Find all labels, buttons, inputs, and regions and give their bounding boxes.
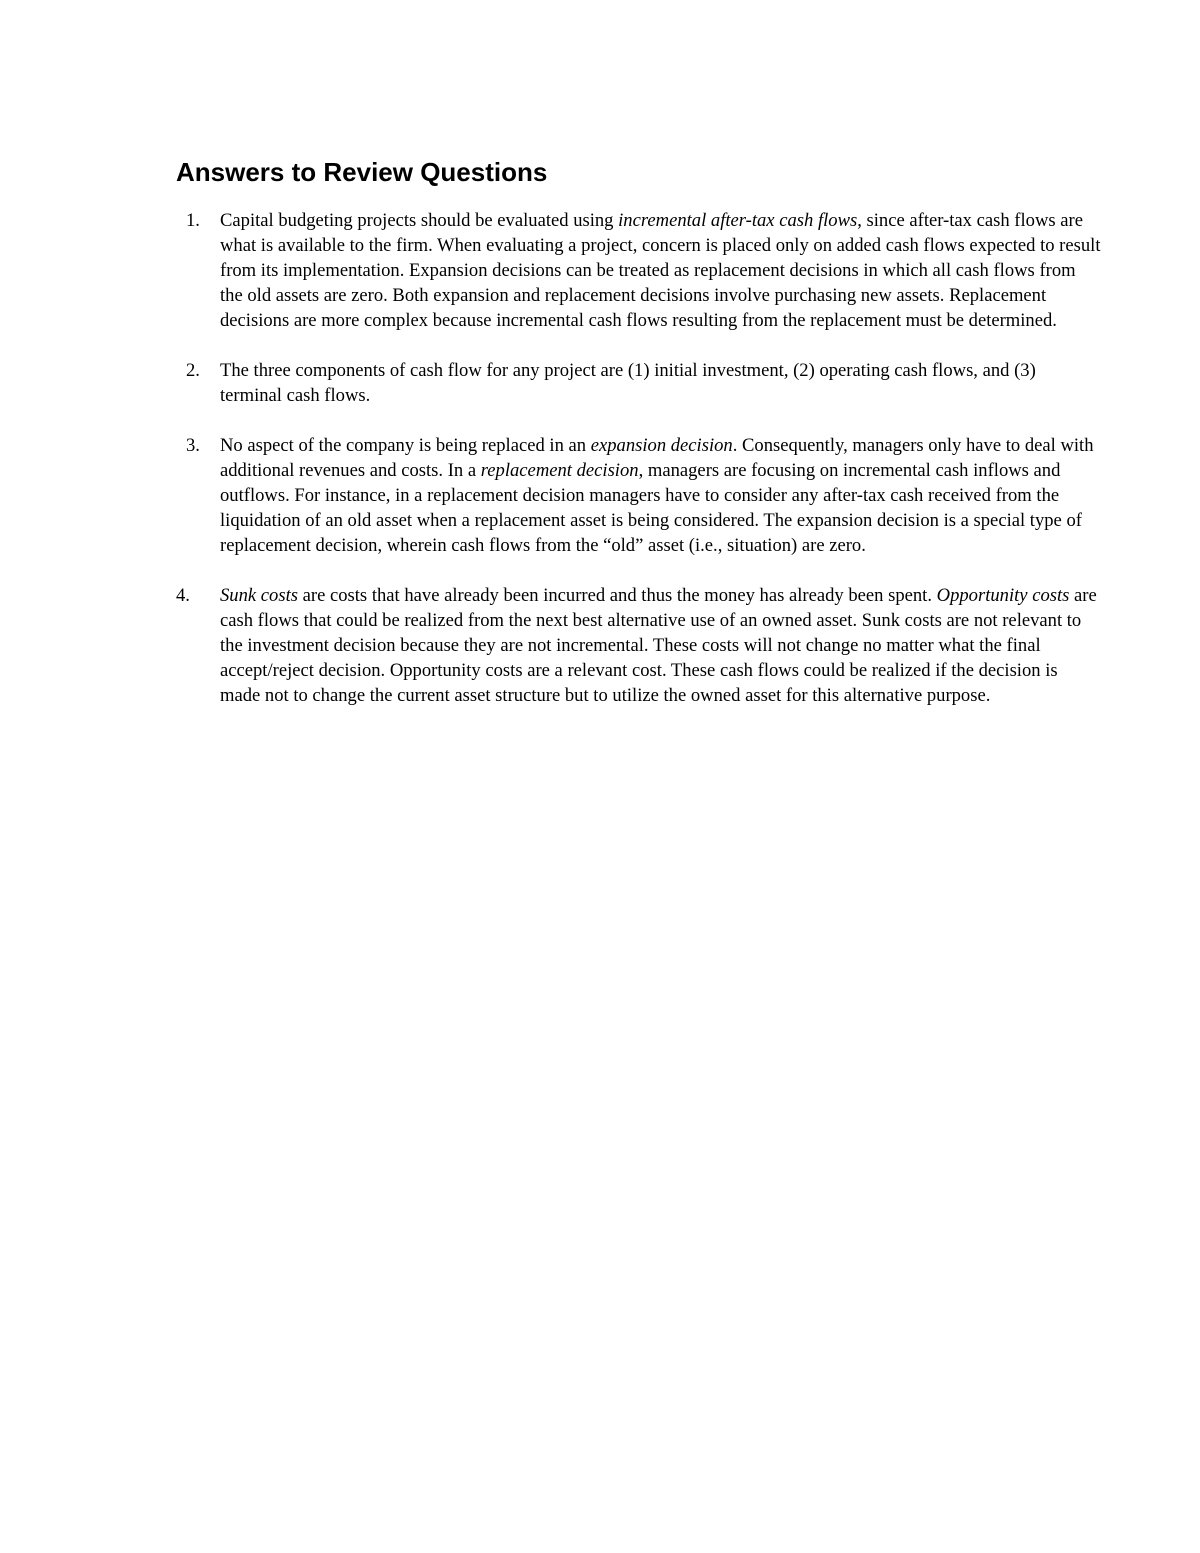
answer-text-segment: No aspect of the company is being replaced in an xyxy=(220,435,591,456)
answer-list xyxy=(176,208,1102,733)
answer-text-segment: , managers are focusing on incremental cash inflows and outflows. For instance, in a replacement decision managers have to consider any after-tax cash received from the liquidation of an old asset when a replacement asset is being considered. The expansion decision is a special type of replacement decision, wherein cash flows from the “old” asset (i.e., situation) are zero. xyxy=(220,460,1082,556)
italic-term: expansion decision xyxy=(590,435,733,456)
answer-text xyxy=(220,585,1097,706)
answer-item xyxy=(176,583,1102,708)
italic-term: replacement decision xyxy=(480,460,639,481)
answer-text-segment: Capital budgeting projects should be evaluated using xyxy=(220,210,619,231)
answer-item xyxy=(176,433,1102,558)
answer-text-segment: , since after-tax cash flows are what is available to the firm. When evaluating a project, concern is placed only on added cash flows expected to result from its implementation. Expansion decisions can be treated as replacement decisions in which all cash flows from the old assets are zero. Both expansion and replacement decisions involve purchasing new assets. Replacement decisions are more complex because incremental cash flows resulting from the replacement must be determined. xyxy=(220,210,1101,331)
answer-item xyxy=(176,358,1102,408)
answer-number: 1. xyxy=(186,210,200,231)
answer-text-segment: are costs that have already been incurred and thus the money has already been spent. xyxy=(297,585,937,606)
answer-number: 4. xyxy=(176,585,190,606)
answer-text-segment: . Consequently, managers only have to deal with additional revenues and costs. In a xyxy=(220,435,1094,481)
answer-text xyxy=(220,210,1101,331)
answer-item xyxy=(176,208,1102,333)
answer-text-segment: are cash flows that could be realized from the next best alternative use of an owned asset. Sunk costs are not relevant to the investment decision because they are not incremental. These costs will not change no matter what the final accept/reject decision. Opportunity costs are a relevant cost. These cash flows could be realized if the decision is made not to change the current asset structure but to utilize the owned asset for this alternative purpose. xyxy=(220,585,1097,706)
answer-text-segment: The three components of cash flow for any project are (1) initial investment, (2) operating cash flows, and (3) terminal cash flows. xyxy=(220,360,1036,406)
answer-text xyxy=(220,360,1036,406)
italic-term: Opportunity costs xyxy=(936,585,1070,606)
italic-term: incremental after-tax cash flows xyxy=(618,210,858,231)
page-title: Answers to Review Questions xyxy=(176,157,548,187)
italic-term: Sunk costs xyxy=(220,585,298,606)
answer-number: 3. xyxy=(186,435,200,456)
answer-number: 2. xyxy=(186,360,200,381)
answer-text xyxy=(220,435,1094,556)
